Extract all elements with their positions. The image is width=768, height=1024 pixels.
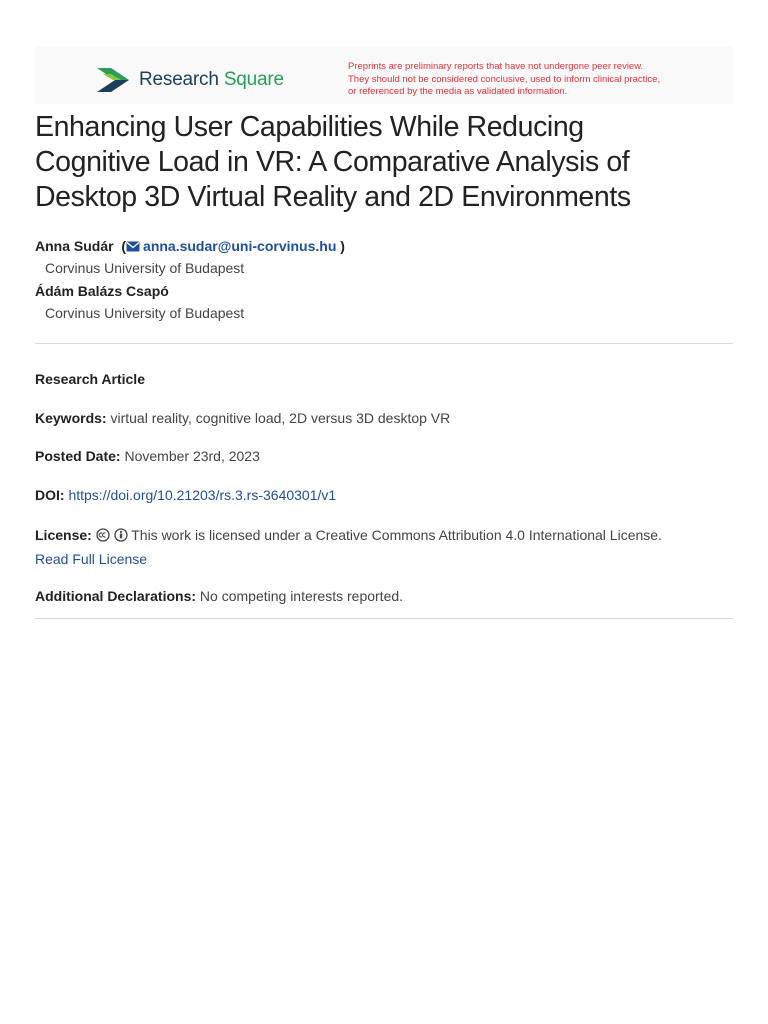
license-text: This work is licensed under a Creative Commons Attribution 4.0 International License. — [131, 527, 662, 543]
by-icon — [114, 528, 128, 542]
author-name: Anna Sudár — [35, 238, 114, 254]
title-line: Cognitive Load in VR: A Comparative Analysis of — [35, 146, 630, 178]
author-affiliation: Corvinus University of Budapest — [45, 305, 245, 321]
doi-row — [35, 485, 735, 505]
author-email-link[interactable]: anna.sudar@uni-corvinus.hu — [143, 238, 337, 254]
divider — [35, 618, 733, 619]
mail-icon — [126, 241, 140, 252]
logo-research-text: Research — [139, 69, 219, 90]
keywords-label: Keywords: — [35, 410, 107, 426]
doi-label: DOI: — [35, 487, 65, 503]
author-entry: Anna Sudár ( anna.sudar@uni-corvinus.hu ) — [35, 238, 345, 254]
posted-date-label: Posted Date: — [35, 448, 121, 464]
author-name: Ádám Balázs Csapó — [35, 283, 169, 299]
author-list — [35, 236, 735, 322]
disclaimer-line: or referenced by the media as validated information. — [348, 86, 568, 98]
logo-square-text: Square — [223, 69, 284, 90]
keywords-value: virtual reality, cognitive load, 2D versus 3D desktop VR — [110, 410, 451, 426]
declarations-label: Additional Declarations: — [35, 588, 197, 604]
declarations-value: No competing interests reported. — [199, 588, 404, 604]
author-affiliation: Corvinus University of Budapest — [45, 260, 245, 276]
preprint-banner — [35, 46, 733, 104]
posted-date-value: November 23rd, 2023 — [124, 448, 260, 464]
research-square-logo[interactable] — [95, 66, 284, 94]
disclaimer-line: They should not be considered conclusive, used to inform clinical practice, — [348, 73, 661, 85]
doi-link[interactable]: https://doi.org/10.21203/rs.3.rs-3640301/v1 — [68, 487, 337, 503]
article-type: Research Article — [35, 371, 145, 387]
license-label: License: — [35, 527, 92, 543]
read-full-license-link[interactable]: Read Full License — [35, 551, 148, 567]
title-line: Desktop 3D Virtual Reality and 2D Environments — [35, 181, 631, 213]
posted-date-row — [35, 446, 735, 466]
disclaimer-line: Preprints are preliminary reports that have not undergone peer review. — [348, 61, 644, 72]
preprint-disclaimer — [348, 61, 728, 99]
logo-wordmark — [139, 69, 284, 91]
research-square-logo-icon — [95, 66, 131, 94]
paper-title — [35, 110, 735, 215]
license-row — [35, 523, 735, 571]
keywords-row — [35, 408, 735, 428]
title-line: Enhancing User Capabilities While Reducing — [35, 111, 584, 143]
cc-icon — [96, 528, 110, 542]
author-entry — [35, 281, 735, 301]
declarations-row — [35, 586, 735, 606]
divider — [35, 343, 733, 344]
